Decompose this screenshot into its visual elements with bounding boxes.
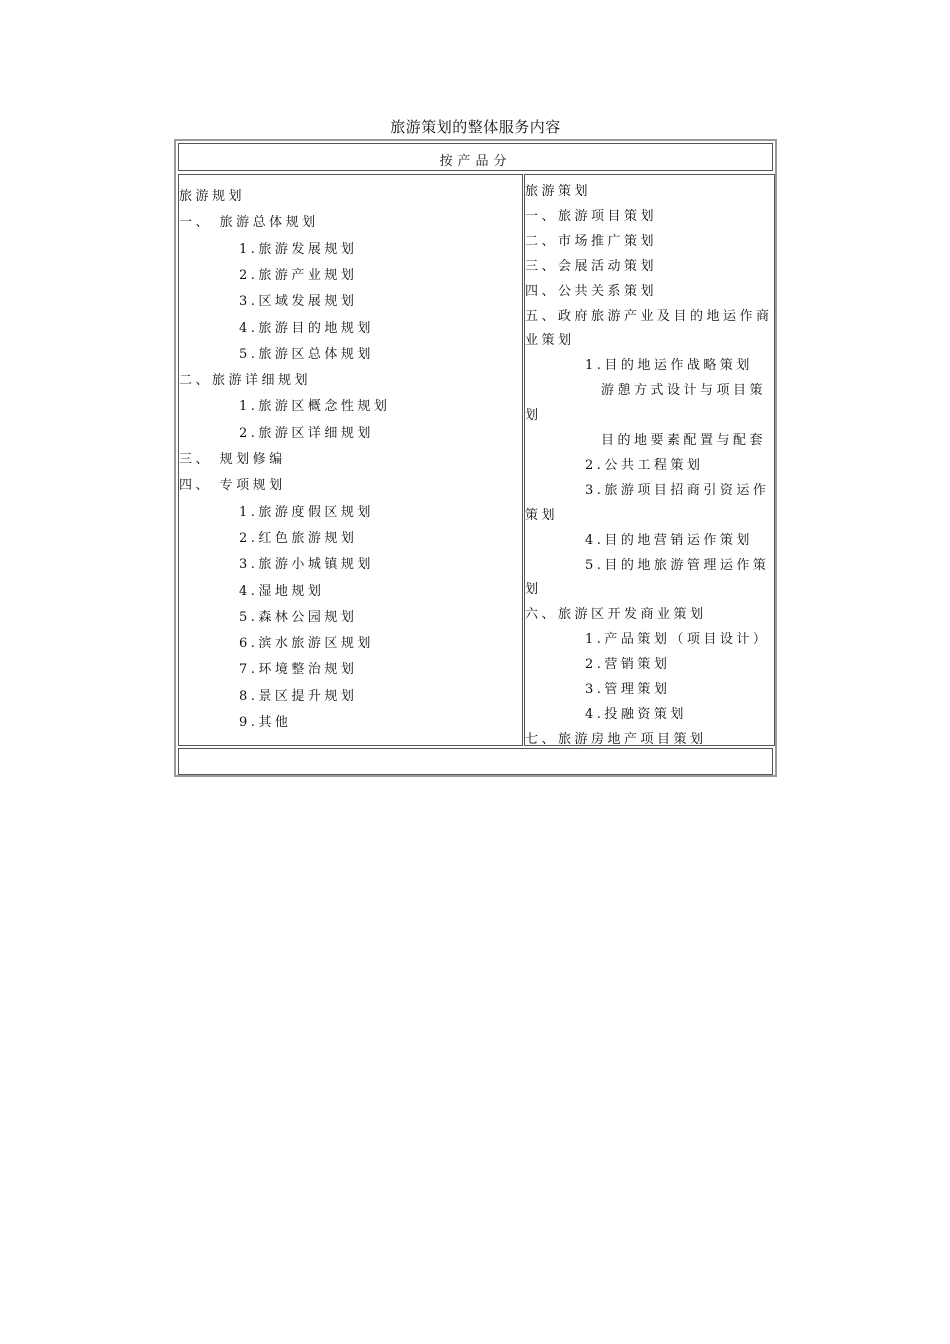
strategy-list-item: 1.目的地运作战略策划 — [585, 358, 753, 374]
planning-list-item: 8.景区提升规划 — [239, 688, 358, 704]
planning-list-item: 1.旅游度假区规划 — [239, 504, 374, 520]
strategy-list-item: 2.营销策划 — [585, 657, 671, 673]
table-header: 按产品分 — [178, 143, 773, 171]
planning-list-item: 6.滨水旅游区规划 — [239, 636, 374, 652]
planning-list-item: 二、旅游详细规划 — [179, 373, 312, 389]
strategy-list-item: 业策划 — [525, 333, 575, 349]
strategy-list-item: 划 — [525, 582, 542, 598]
planning-list-item: 2.旅游区详细规划 — [239, 425, 374, 441]
strategy-list-item: 1.产品策划（项目设计） — [585, 632, 770, 648]
planning-list-item: 7.环境整治规划 — [239, 662, 358, 678]
planning-list-item: 5.森林公园规划 — [239, 609, 358, 625]
strategy-list-item: 策划 — [525, 507, 559, 523]
planning-list-item: 3.区域发展规划 — [239, 294, 358, 310]
strategy-list-item: 五、政府旅游产业及目的地运作商 — [525, 308, 773, 324]
strategy-list-item: 三、会展活动策划 — [525, 258, 658, 274]
strategy-list-item: 四、公共关系策划 — [525, 283, 658, 299]
planning-list-item: 旅游规划 — [179, 189, 246, 204]
strategy-list-item: 七、旅游房地产项目策划 — [525, 731, 707, 747]
services-table — [174, 139, 777, 777]
strategy-list-item: 二、市场推广策划 — [525, 233, 658, 249]
strategy-list-item: 3.管理策划 — [585, 682, 671, 697]
strategy-list-item: 游憩方式设计与项目策 — [601, 383, 767, 399]
planning-list-item: 3.旅游小城镇规划 — [239, 557, 374, 573]
strategy-list-item: 2.公共工程策划 — [585, 457, 704, 473]
planning-list-item: 四、 专项规划 — [179, 478, 286, 494]
planning-list-item: 一、 旅游总体规划 — [179, 215, 319, 231]
strategy-list-item: 5.目的地旅游管理运作策 — [585, 557, 770, 573]
strategy-list-item: 目的地要素配置与配套 — [601, 433, 767, 448]
planning-column — [178, 174, 523, 746]
planning-list-item: 4.旅游目的地规划 — [239, 320, 374, 336]
strategy-list-item: 六、旅游区开发商业策划 — [525, 607, 707, 623]
page-title: 旅游策划的整体服务内容 — [390, 118, 561, 136]
planning-list-item: 2.旅游产业规划 — [239, 267, 358, 283]
planning-list-item: 9.其他 — [239, 715, 292, 730]
strategy-list-item: 一、旅游项目策划 — [525, 208, 658, 224]
strategy-column — [524, 174, 775, 746]
planning-list-item: 三、 规划修编 — [179, 452, 286, 467]
strategy-list-item: 旅游策划 — [525, 184, 592, 199]
strategy-list-item: 3.旅游项目招商引资运作 — [585, 482, 770, 498]
planning-list-item: 1.旅游区概念性规划 — [239, 399, 391, 415]
planning-list-item: 1.旅游发展规划 — [239, 241, 358, 257]
planning-list-item: 2.红色旅游规划 — [239, 530, 358, 546]
strategy-list-item: 4.投融资策划 — [585, 706, 687, 722]
planning-list-item: 5.旅游区总体规划 — [239, 346, 374, 362]
planning-list-item: 4.湿地规划 — [239, 583, 325, 599]
strategy-list-item: 划 — [525, 408, 542, 424]
table-footer-row — [178, 748, 773, 775]
strategy-list-item: 4.目的地营销运作策划 — [585, 532, 753, 548]
